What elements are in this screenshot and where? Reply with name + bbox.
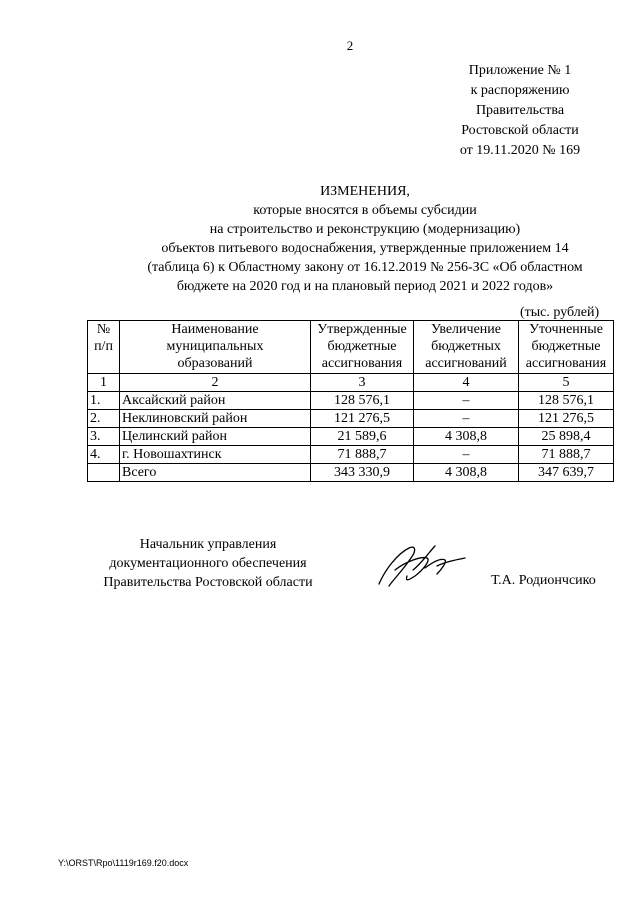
title-line: объектов питьевого водоснабжения, утвержденные приложением 14 bbox=[161, 241, 569, 256]
file-path-footer: Y:\ORST\Rpo\1119r169.f20.docx bbox=[58, 858, 189, 868]
increase-value: – bbox=[414, 446, 519, 464]
approved-value: 21 589,6 bbox=[311, 428, 414, 446]
table-row bbox=[88, 392, 614, 410]
title-line: на строительство и реконструкцию (модернизацию) bbox=[209, 222, 521, 237]
municipality-name: г. Новошахтинск bbox=[120, 446, 311, 464]
column-number: 5 bbox=[519, 374, 614, 392]
appendix-block bbox=[420, 61, 620, 161]
column-numbers-row bbox=[88, 374, 614, 392]
column-number: 2 bbox=[120, 374, 311, 392]
header-updated: Уточненные бюджетные ассигнования bbox=[519, 321, 614, 374]
updated-value: 121 276,5 bbox=[519, 410, 614, 428]
total-updated: 347 639,7 bbox=[519, 464, 614, 482]
approved-value: 128 576,1 bbox=[311, 392, 414, 410]
municipality-name: Целинский район bbox=[120, 428, 311, 446]
appendix-line: от 19.11.2020 № 169 bbox=[459, 143, 581, 158]
subsidy-table bbox=[87, 320, 614, 482]
row-number: 2. bbox=[88, 410, 120, 428]
title-line: (таблица 6) к Областному закону от 16.12.2019 № 256-ЗС «Об областном bbox=[147, 260, 583, 275]
updated-value: 25 898,4 bbox=[519, 428, 614, 446]
total-label: Всего bbox=[120, 464, 311, 482]
appendix-line: Правительства bbox=[475, 103, 565, 118]
column-number: 3 bbox=[311, 374, 414, 392]
signatory-line: Начальник управления bbox=[139, 537, 277, 552]
approved-value: 71 888,7 bbox=[311, 446, 414, 464]
table-header-row bbox=[88, 321, 614, 374]
column-number: 4 bbox=[414, 374, 519, 392]
page-number: 2 bbox=[346, 38, 354, 53]
title-line: которые вносятся в объемы субсидии bbox=[253, 203, 477, 218]
handwritten-signature bbox=[375, 540, 470, 590]
signatory-line: документационного обеспечения bbox=[109, 556, 307, 571]
unit-note: (тыс. рублей) bbox=[520, 305, 600, 320]
header-number: № п/п bbox=[88, 321, 120, 374]
document-title bbox=[95, 182, 635, 296]
table-row bbox=[88, 446, 614, 464]
row-number: 1. bbox=[88, 392, 120, 410]
title-line: бюджете на 2020 год и на плановый период 2021 и 2022 годов» bbox=[176, 279, 554, 294]
signatory-line: Правительства Ростовской области bbox=[103, 575, 313, 590]
row-number: 3. bbox=[88, 428, 120, 446]
updated-value: 128 576,1 bbox=[519, 392, 614, 410]
updated-value: 71 888,7 bbox=[519, 446, 614, 464]
signatory-position bbox=[88, 535, 328, 592]
total-approved: 343 330,9 bbox=[311, 464, 414, 482]
appendix-line: Приложение № 1 bbox=[468, 63, 572, 78]
appendix-line: Ростовской области bbox=[461, 123, 579, 138]
appendix-line: к распоряжению bbox=[470, 83, 570, 98]
total-empty-cell bbox=[88, 464, 120, 482]
column-number: 1 bbox=[88, 374, 120, 392]
header-approved: Утвержденные бюджетные ассигнования bbox=[311, 321, 414, 374]
row-number: 4. bbox=[88, 446, 120, 464]
increase-value: – bbox=[414, 410, 519, 428]
total-increase: 4 308,8 bbox=[414, 464, 519, 482]
header-increase: Увеличение бюджетных ассигнований bbox=[414, 321, 519, 374]
signatory-name: Т.А. Родиончсико bbox=[491, 573, 596, 588]
header-municipality: Наименование муниципальных образований bbox=[120, 321, 311, 374]
table-row bbox=[88, 410, 614, 428]
municipality-name: Аксайский район bbox=[120, 392, 311, 410]
total-row bbox=[88, 464, 614, 482]
table-row bbox=[88, 428, 614, 446]
increase-value: – bbox=[414, 392, 519, 410]
approved-value: 121 276,5 bbox=[311, 410, 414, 428]
increase-value: 4 308,8 bbox=[414, 428, 519, 446]
municipality-name: Неклиновский район bbox=[120, 410, 311, 428]
title-line: ИЗМЕНЕНИЯ, bbox=[320, 184, 410, 199]
